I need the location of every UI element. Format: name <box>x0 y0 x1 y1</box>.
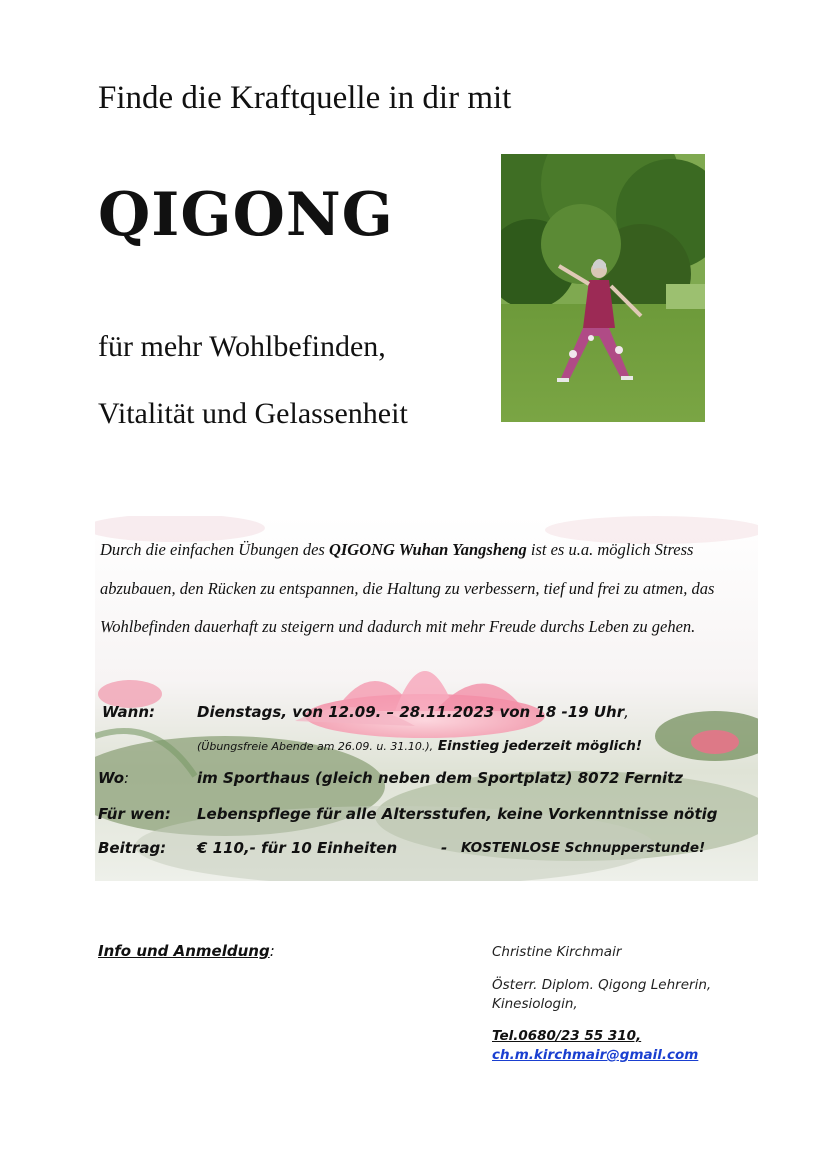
beitrag-extra: KOSTENLOSE Schnupperstunde! <box>461 840 706 856</box>
intro-text-pre: Durch die einfachen Übungen des <box>100 540 329 559</box>
qigong-photo <box>501 154 705 422</box>
wann-value <box>197 703 629 721</box>
intro-method-name: QIGONG Wuhan Yangsheng <box>328 540 527 559</box>
wo-colon: : <box>124 769 130 787</box>
subtitle-line-1: für mehr Wohlbefinden, <box>98 330 386 363</box>
info-anmeldung-colon: : <box>269 942 275 960</box>
info-anmeldung-heading <box>98 942 275 960</box>
wann-note-bold: Einstieg jederzeit möglich! <box>433 738 643 754</box>
wann-comma: , <box>624 703 629 721</box>
wann-label: Wann: <box>102 703 156 721</box>
info-anmeldung-text: Info und Anmeldung <box>98 942 270 960</box>
contact-role-line-2: Kinesiologin, <box>492 996 578 1012</box>
fuer-wen-value: Lebenspflege für alle Altersstufen, keine Vorkenntnisse nötig <box>197 805 718 823</box>
contact-phone[interactable]: Tel.0680/23 55 310, <box>492 1028 642 1044</box>
wann-note-small: (Übungsfreie Abende am 26.09. u. 31.10.), <box>197 740 434 753</box>
contact-role-line-1: Österr. Diplom. Qigong Lehrerin, <box>492 977 712 993</box>
wo-value: im Sporthaus (gleich neben dem Sportplatz) 8072 Fernitz <box>197 769 684 787</box>
beitrag-dash: - <box>441 839 448 857</box>
page-title: QIGONG <box>98 180 394 250</box>
intro-text-post: ist es u.a. möglich Stress abzubauen, den Rücken zu entspannen, die Haltung zu verbessern, tief und frei zu atmen, das Wohlbefinden dauerhaft zu steigern und dadurch mit mehr Freude durchs Leben zu gehen. <box>100 540 715 636</box>
contact-email-link[interactable]: ch.m.kirchmair@gmail.com <box>492 1047 699 1063</box>
wann-note <box>197 738 642 754</box>
wo-label <box>98 769 129 787</box>
headline-intro: Finde die Kraftquelle in dir mit <box>98 80 512 116</box>
wann-value-text: Dienstags, von 12.09. – 28.11.2023 von 18 -19 Uhr <box>197 703 625 721</box>
info-band <box>95 516 758 881</box>
beitrag-value: € 110,- für 10 Einheiten <box>197 839 398 857</box>
fuer-wen-label: Für wen: <box>98 805 171 823</box>
contact-name: Christine Kirchmair <box>492 944 622 960</box>
beitrag-label: Beitrag: <box>98 839 167 857</box>
subtitle-line-2: Vitalität und Gelassenheit <box>98 397 408 430</box>
wo-label-text: Wo <box>98 769 125 787</box>
intro-paragraph <box>100 531 750 647</box>
